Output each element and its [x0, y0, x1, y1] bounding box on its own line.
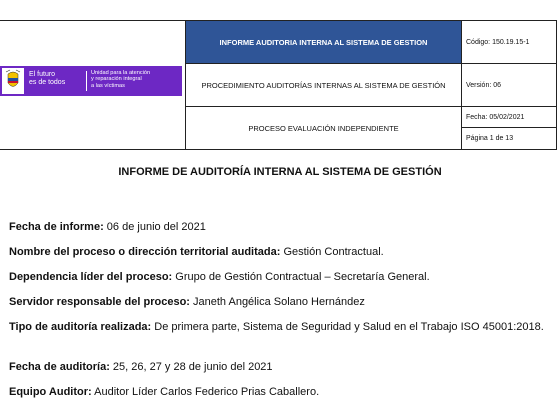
- header-table: [0, 20, 557, 150]
- field-fecha-auditoria: Fecha de auditoría: 25, 26, 27 y 28 de junio del 2021: [9, 361, 273, 373]
- field-dependencia: Dependencia líder del proceso: Grupo de Gestión Contractual – Secretaría General.: [9, 271, 430, 283]
- header-date-page: [462, 107, 557, 150]
- logo-band: [0, 66, 182, 96]
- header-title: INFORME AUDITORIA INTERNA AL SISTEMA DE GESTION: [186, 21, 462, 64]
- header-page: Página 1 de 13: [466, 135, 514, 142]
- field-proceso: Nombre del proceso o dirección territorial auditada: Gestión Contractual.: [9, 246, 384, 258]
- document-title: INFORME DE AUDITORÍA INTERNA AL SISTEMA DE GESTIÓN: [118, 166, 442, 178]
- field-servidor: Servidor responsable del proceso: Janeth Angélica Solano Hernández: [9, 296, 365, 308]
- coat-of-arms-icon: [2, 68, 24, 94]
- header-code: Código: 150.19.15-1: [462, 21, 557, 64]
- logo-slogan: El futuro es de todos: [29, 71, 66, 86]
- header-process: PROCESO EVALUACIÓN INDEPENDIENTE: [186, 107, 462, 150]
- header-date: Fecha: 05/02/2021: [462, 107, 556, 128]
- header-procedure: PROCEDIMIENTO AUDITORÍAS INTERNAS AL SISTEMA DE GESTIÓN: [186, 64, 462, 107]
- logo-cell: [0, 21, 186, 150]
- field-tipo-auditoria: Tipo de auditoría realizada: De primera parte, Sistema de Seguridad y Salud en el Trabajo ISO 45001:2018.: [9, 321, 544, 333]
- field-equipo-auditor: Equipo Auditor: Auditor Líder Carlos Federico Prias Caballero.: [9, 386, 320, 398]
- header-version: Versión: 06: [462, 64, 557, 107]
- logo-unit-name: Unidad para la atención y reparación integral a las víctimas: [91, 70, 151, 89]
- field-fecha-informe: Fecha de informe: 06 de junio del 2021: [9, 221, 206, 233]
- logo-divider: [86, 71, 87, 91]
